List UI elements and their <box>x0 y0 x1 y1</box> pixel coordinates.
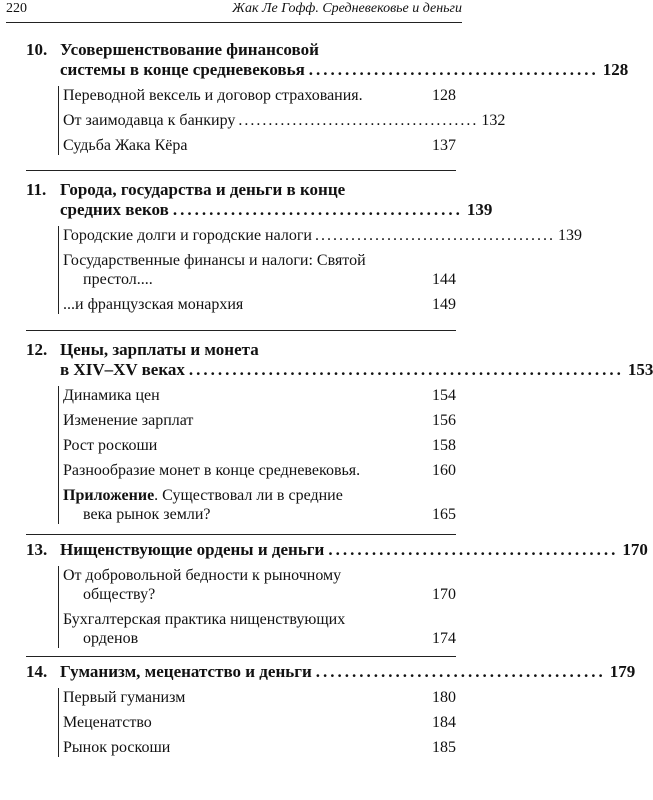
entry-page: 144 <box>432 271 456 288</box>
entry-page: 149 <box>432 296 456 313</box>
entry-page: 170 <box>432 586 456 603</box>
entry-page: 137 <box>432 137 456 154</box>
toc-entry <box>59 386 456 405</box>
section-list <box>58 688 456 757</box>
chapter-title-line: Усовершенствование финансовой <box>60 40 319 59</box>
toc-entry <box>59 436 456 455</box>
page-number: 220 <box>6 1 27 16</box>
dot-leader: ........................................ <box>314 227 555 244</box>
section-list <box>58 86 506 155</box>
entry-page: 132 <box>481 112 506 129</box>
entry-title: Меценатство <box>63 714 152 731</box>
dot-leader: ............................................................ <box>188 360 624 379</box>
dot-leader: ........................................ <box>315 662 606 681</box>
toc-entry <box>59 738 456 757</box>
entry-title-line: престол.... <box>83 271 153 288</box>
section-list <box>58 386 456 524</box>
chapter-number: 13. <box>26 540 48 559</box>
section-list <box>58 566 456 648</box>
dot-leader: ........................................ <box>238 112 479 129</box>
toc-entry <box>59 688 456 707</box>
chapter-number: 14. <box>26 662 48 681</box>
toc-entry <box>59 251 456 289</box>
toc-chapter-11 <box>26 180 582 320</box>
divider <box>26 170 456 171</box>
toc-entry <box>59 86 456 105</box>
entry-title: Рынок роскоши <box>63 739 171 756</box>
chapter-number: 10. <box>26 40 48 59</box>
toc-chapter-10 <box>26 40 629 161</box>
entry-title-line: От добровольной бедности к рыночному <box>63 567 342 584</box>
chapter-title-line: Гуманизм, меценатство и деньги <box>60 662 312 681</box>
entry-title: Рост роскоши <box>63 437 158 454</box>
chapter-page: 179 <box>609 662 636 681</box>
toc-entry <box>59 566 456 604</box>
chapter-heading <box>26 662 636 682</box>
divider <box>26 534 456 535</box>
divider <box>26 656 456 657</box>
entry-page: 174 <box>432 630 456 647</box>
chapter-title-line: Города, государства и деньги в конце <box>60 180 346 199</box>
toc-entry <box>59 486 456 524</box>
dot-leader: ........................................ <box>308 60 599 79</box>
chapter-number: 11. <box>26 180 47 199</box>
chapter-page: 170 <box>622 540 648 559</box>
entry-title: От заимодавца к банкиру <box>63 112 236 129</box>
entry-page: 184 <box>432 714 456 731</box>
chapter-title-line: системы в конце средневековья <box>60 60 305 79</box>
chapter-title-line: средних веков <box>60 200 169 219</box>
toc-chapter-13 <box>26 540 648 654</box>
entry-page: 128 <box>432 87 456 104</box>
chapter-page: 139 <box>466 200 493 219</box>
entry-title: Переводной вексель и договор страхования. <box>63 87 363 104</box>
dot-leader: ........................................ <box>172 200 463 219</box>
chapter-title-line: Нищенствующие ордены и деньги <box>60 540 325 559</box>
divider <box>26 330 456 331</box>
chapter-page: 128 <box>602 60 629 79</box>
toc-entry <box>59 461 456 480</box>
entry-page: 158 <box>432 437 456 454</box>
chapter-heading <box>26 540 648 560</box>
toc-entry <box>59 713 456 732</box>
chapter-title-line: Цены, зарплаты и монета <box>60 340 259 359</box>
entry-title-line: орденов <box>83 630 139 647</box>
entry-page: 165 <box>432 506 456 523</box>
toc-entry <box>59 295 456 314</box>
chapter-number: 12. <box>26 340 48 359</box>
entry-title: Первый гуманизм <box>63 689 186 706</box>
entry-title-line: века рынок земли? <box>83 506 211 523</box>
toc-chapter-14 <box>26 662 636 763</box>
toc-entry <box>59 411 456 430</box>
entry-title-line: Бухгалтерская практика нищенствующих <box>63 611 346 628</box>
chapter-title-line: в XIV–XV веках <box>60 360 185 379</box>
chapter-heading <box>26 340 653 380</box>
entry-title-line: Государственные финансы и налоги: Святой <box>63 252 366 269</box>
toc-entry <box>59 111 506 130</box>
entry-title: Изменение зарплат <box>63 412 194 429</box>
toc-entry <box>59 226 582 245</box>
entry-page: 185 <box>432 739 456 756</box>
chapter-heading <box>26 40 629 80</box>
entry-page: 154 <box>432 387 456 404</box>
running-title: Жак Ле Гофф. Средневековье и деньги <box>232 1 462 16</box>
entry-title-line: . Существовал ли в средние <box>154 487 343 504</box>
running-header <box>6 0 462 23</box>
toc-entry <box>59 610 456 648</box>
dot-leader: ........................................ <box>328 540 619 559</box>
entry-page: 139 <box>557 227 582 244</box>
entry-page: 156 <box>432 412 456 429</box>
chapter-heading <box>26 180 493 220</box>
toc-entry <box>59 136 456 155</box>
appendix-label: Приложение <box>63 487 155 504</box>
entry-title: Разнообразие монет в конце средневековья. <box>63 462 361 479</box>
toc-chapter-12 <box>26 340 653 530</box>
chapter-page: 153 <box>627 360 653 379</box>
entry-title-line: обществу? <box>83 586 156 603</box>
entry-title: ...и французская монархия <box>63 296 244 313</box>
entry-title: Городские долги и городские налоги <box>63 227 312 244</box>
entry-title: Судьба Жака Кёра <box>63 137 188 154</box>
entry-page: 160 <box>432 462 456 479</box>
section-list <box>58 226 582 314</box>
entry-title: Динамика цен <box>63 387 160 404</box>
entry-page: 180 <box>432 689 456 706</box>
